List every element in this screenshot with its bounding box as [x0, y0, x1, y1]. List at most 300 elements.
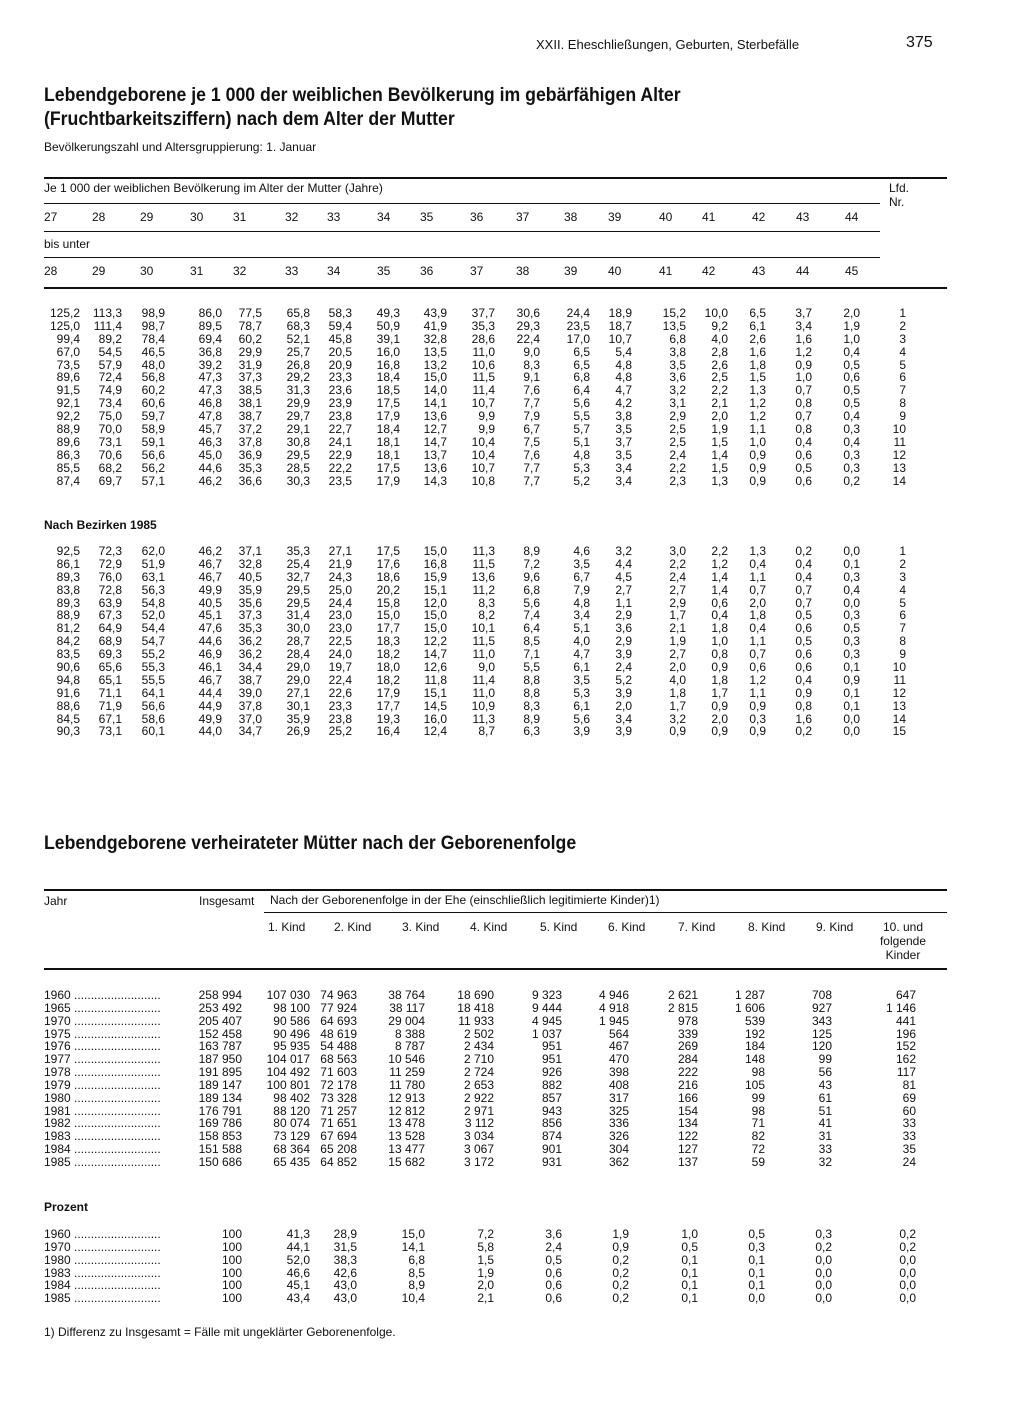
year-cell — [44, 1028, 194, 1041]
table-cell: 46,7 — [198, 672, 222, 687]
table-cell: 15,0 — [399, 1228, 425, 1241]
table-cell: 0,0 — [843, 595, 860, 610]
table-cell: 0,6 — [711, 595, 728, 610]
table-cell: 46,1 — [198, 660, 222, 675]
table-cell: 6,7 — [573, 569, 590, 584]
table-cell: 0,1 — [678, 1254, 698, 1267]
table-cell: 45,8 — [328, 331, 352, 346]
table-row — [0, 989, 1024, 1002]
table-cell: 1,8 — [669, 685, 686, 700]
table-cell: 51,9 — [141, 556, 165, 571]
table-cell: 37,8 — [238, 434, 262, 449]
table-cell: 3,4 — [795, 318, 812, 333]
table-cell: 37,3 — [238, 608, 262, 623]
table-cell: 1 146 — [883, 1002, 916, 1015]
table-cell: 62,0 — [141, 544, 165, 558]
table-cell: 0,4 — [843, 434, 860, 449]
table-cell: 13,2 — [423, 357, 447, 372]
table-cell: 6,5 — [749, 306, 766, 320]
table1-body-a — [0, 307, 1024, 487]
table2-top-rule — [44, 889, 947, 891]
table-cell: 64,1 — [141, 685, 165, 700]
table-cell: 59,4 — [328, 318, 352, 333]
table-cell: 4,0 — [573, 634, 590, 649]
table-cell: 4,6 — [573, 544, 590, 558]
table-cell: 467 — [606, 1040, 629, 1053]
year-cell — [44, 1040, 194, 1053]
table-cell: 0,2 — [896, 1228, 916, 1241]
row-number: 4 — [899, 582, 906, 597]
age-from: 34 — [377, 210, 391, 224]
table-cell: 0,3 — [812, 1228, 832, 1241]
table-cell: 100 — [219, 1254, 242, 1267]
table-cell: 2,0 — [711, 711, 728, 726]
table2-body-percent — [0, 1228, 1024, 1305]
table-cell: 125,2 — [49, 306, 80, 320]
table-row — [0, 1254, 1024, 1267]
table-cell: 0,0 — [812, 1292, 832, 1305]
year-label: 1980 — [44, 1091, 71, 1105]
col-kind-header: 5. Kind — [540, 920, 578, 934]
leader-dots: .......................... — [70, 1104, 161, 1118]
table-cell: 37,1 — [238, 544, 262, 558]
table-cell: 22,6 — [328, 685, 352, 700]
table-cell: 5,1 — [573, 434, 590, 449]
table-cell: 978 — [675, 1015, 698, 1028]
table-cell: 3,8 — [669, 344, 686, 359]
table-cell: 0,4 — [795, 434, 812, 449]
table-cell: 11,4 — [472, 672, 495, 687]
table-cell: 86,3 — [56, 447, 80, 462]
table-cell: 9 323 — [529, 989, 562, 1002]
table-cell: 27,1 — [328, 544, 352, 558]
table-cell: 0,4 — [795, 556, 812, 571]
table-cell: 3 172 — [461, 1156, 494, 1169]
table-cell: 15,0 — [423, 370, 447, 385]
table-cell: 0,6 — [795, 473, 812, 488]
table-cell: 205 407 — [196, 1015, 242, 1028]
table-cell: 41,3 — [284, 1228, 310, 1241]
table-cell: 9,0 — [523, 344, 540, 359]
table-cell: 20,2 — [376, 582, 400, 597]
table-cell: 48,0 — [141, 357, 165, 372]
table-cell: 48 619 — [317, 1028, 357, 1041]
table-cell: 14,1 — [423, 396, 447, 411]
age-from: 40 — [659, 210, 673, 224]
table-cell: 46,6 — [284, 1267, 310, 1280]
table-cell: 0,6 — [795, 660, 812, 675]
age-to: 29 — [92, 264, 106, 278]
table-cell: 72,4 — [98, 370, 122, 385]
table-row — [0, 1292, 1024, 1305]
table-cell: 0,5 — [795, 608, 812, 623]
table-cell: 100 — [219, 1241, 242, 1254]
table-cell: 43,0 — [331, 1279, 357, 1292]
table-cell: 100 — [219, 1292, 242, 1305]
table-cell: 5,6 — [523, 595, 540, 610]
table-cell: 59,1 — [141, 434, 165, 449]
table-cell: 33 — [900, 1117, 916, 1130]
age-to: 44 — [796, 264, 810, 278]
table-cell: 38,7 — [238, 409, 262, 424]
table-cell: 0,7 — [749, 647, 766, 662]
group-rule — [264, 912, 947, 913]
table-cell: 9,9 — [478, 409, 495, 424]
table-cell: 2,9 — [669, 409, 686, 424]
age-to: 32 — [233, 264, 247, 278]
table-cell: 69,4 — [198, 331, 222, 346]
table-cell: 32,8 — [423, 331, 447, 346]
leader-dots: .......................... — [70, 989, 161, 1002]
table-cell: 65,6 — [98, 660, 122, 675]
table-cell: 7,7 — [523, 460, 540, 475]
table-cell: 0,6 — [542, 1279, 562, 1292]
table-cell: 52,1 — [286, 331, 310, 346]
table-cell: 24,1 — [328, 434, 352, 449]
table-cell: 84,2 — [56, 634, 80, 649]
table-cell: 151 588 — [196, 1143, 242, 1156]
leader-dots: .......................... — [70, 1053, 161, 1067]
table-cell: 60,2 — [141, 383, 165, 398]
lfd-nr-header — [889, 181, 909, 209]
table-cell: 1,1 — [749, 569, 766, 584]
table-cell: 73,4 — [98, 396, 122, 411]
table-cell: 78,7 — [238, 318, 262, 333]
table-cell: 2,3 — [669, 473, 686, 488]
table-cell: 28,4 — [286, 647, 310, 662]
table-cell: 2,6 — [749, 331, 766, 346]
table-cell: 67,0 — [56, 344, 80, 359]
year-cell — [44, 1117, 194, 1130]
table-cell: 2 724 — [461, 1066, 494, 1079]
table-cell: 56,6 — [141, 447, 165, 462]
table-cell: 6,4 — [573, 383, 590, 398]
table-cell: 874 — [539, 1130, 562, 1143]
table-cell: 56,8 — [141, 370, 165, 385]
row-number: 12 — [892, 685, 906, 700]
table1-title-line1: Lebendgeborene je 1 000 der weiblichen Bevölkerung im gebärfähigen Alter — [44, 85, 681, 106]
table-cell: 4,8 — [573, 595, 590, 610]
row-number: 7 — [899, 621, 906, 636]
row-number: 9 — [899, 647, 906, 662]
table-cell: 46,7 — [198, 569, 222, 584]
table-cell: 189 147 — [196, 1079, 242, 1092]
table-cell: 78,4 — [141, 331, 165, 346]
year-label: 1983 — [44, 1266, 71, 1280]
table-cell: 8,9 — [523, 544, 540, 558]
table-cell: 326 — [606, 1130, 629, 1143]
table2-body-absolute — [0, 989, 1024, 1169]
table-cell: 1,8 — [711, 621, 728, 636]
table-cell: 0,2 — [609, 1254, 629, 1267]
age-from: 29 — [140, 210, 154, 224]
table-cell: 65,1 — [98, 672, 122, 687]
table-row — [0, 436, 1024, 449]
table-cell: 3,5 — [615, 447, 632, 462]
table-cell: 1,5 — [474, 1254, 494, 1267]
table-cell: 11 780 — [386, 1079, 425, 1092]
table-cell: 88,6 — [56, 698, 80, 713]
table-cell: 0,6 — [843, 370, 860, 385]
table-cell: 18,1 — [376, 434, 400, 449]
table-cell: 46,9 — [198, 647, 222, 662]
table-row — [0, 1241, 1024, 1254]
table-cell: 72,8 — [98, 582, 122, 597]
table-cell: 84,5 — [56, 711, 80, 726]
table-cell: 37,3 — [238, 370, 262, 385]
table-cell: 1,2 — [795, 344, 812, 359]
table-cell: 20,9 — [328, 357, 352, 372]
table-row — [0, 1066, 1024, 1079]
table-cell: 27,1 — [286, 685, 310, 700]
table-cell: 154 — [675, 1105, 698, 1118]
table-cell: 29 004 — [385, 1015, 425, 1028]
table-cell: 5,8 — [474, 1241, 494, 1254]
age-to: 30 — [140, 264, 154, 278]
table-cell: 0,7 — [795, 595, 812, 610]
table-cell: 42,6 — [331, 1267, 357, 1280]
table-cell: 856 — [539, 1117, 562, 1130]
table-cell: 70,6 — [98, 447, 122, 462]
table1-top-rule — [44, 177, 947, 179]
table-cell: 22,4 — [328, 672, 352, 687]
table-cell: 2,4 — [615, 660, 632, 675]
year-cell — [44, 1066, 194, 1079]
table-cell: 12,0 — [423, 595, 447, 610]
table-cell: 6,8 — [573, 370, 590, 385]
table-cell: 2,7 — [615, 582, 632, 597]
table-cell: 0,9 — [749, 473, 766, 488]
table-cell: 0,5 — [745, 1228, 765, 1241]
table-cell: 47,3 — [198, 383, 222, 398]
table-cell: 284 — [675, 1053, 698, 1066]
table-row — [0, 320, 1024, 333]
table-cell: 0,4 — [843, 409, 860, 424]
table-cell: 17,5 — [376, 460, 400, 475]
table-cell: 46,2 — [198, 473, 222, 488]
table-cell: 63,9 — [98, 595, 122, 610]
table-cell: 4,8 — [615, 357, 632, 372]
table-cell: 65 208 — [317, 1143, 357, 1156]
table-cell: 189 134 — [196, 1092, 242, 1105]
table-cell: 12,4 — [423, 724, 447, 739]
table-cell: 1,2 — [749, 409, 766, 424]
col-jahr: Jahr — [44, 894, 68, 908]
row-number: 5 — [899, 357, 906, 372]
table-cell: 441 — [893, 1015, 916, 1028]
age-from: 38 — [564, 210, 578, 224]
table-cell: 46,3 — [198, 434, 222, 449]
row-number: 3 — [899, 569, 906, 584]
table-cell: 111,4 — [93, 318, 122, 333]
leader-dots: .......................... — [70, 1143, 161, 1156]
table-cell: 5,2 — [573, 473, 590, 488]
table-cell: 882 — [539, 1079, 562, 1092]
table-cell: 73,5 — [56, 357, 80, 372]
table-cell: 14,3 — [423, 473, 447, 488]
table-cell: 158 853 — [196, 1130, 242, 1143]
table-cell: 10,0 — [704, 306, 728, 320]
table-cell: 3,4 — [615, 460, 632, 475]
table-cell: 68 563 — [317, 1053, 357, 1066]
row-number: 5 — [899, 595, 906, 610]
table-cell: 317 — [606, 1092, 629, 1105]
table-cell: 8,2 — [478, 608, 495, 623]
table-cell: 0,9 — [749, 447, 766, 462]
table-cell: 1,9 — [843, 318, 860, 333]
table-cell: 33 — [900, 1130, 916, 1143]
table-row — [0, 700, 1024, 713]
row-number: 8 — [899, 634, 906, 649]
table-cell: 1,8 — [749, 357, 766, 372]
table-cell: 148 — [742, 1053, 765, 1066]
leader-dots: .......................... — [70, 1279, 161, 1293]
table-cell: 29,9 — [286, 396, 310, 411]
table-cell: 39,1 — [376, 331, 400, 346]
table-cell: 63,1 — [141, 569, 165, 584]
table-cell: 191 895 — [196, 1066, 242, 1079]
col-kind-header: 8. Kind — [748, 920, 786, 934]
table-cell: 73,1 — [98, 434, 122, 449]
table-cell: 708 — [809, 989, 832, 1002]
table-cell: 0,6 — [542, 1267, 562, 1280]
age-to: 42 — [702, 264, 716, 278]
table-cell: 68 364 — [270, 1143, 310, 1156]
table-cell: 4,0 — [711, 331, 728, 346]
table-cell: 539 — [742, 1015, 765, 1028]
table-cell: 100 — [219, 1279, 242, 1292]
table-cell: 47,8 — [198, 409, 222, 424]
table-cell: 11,2 — [472, 582, 495, 597]
year-label: 1965 — [44, 1001, 71, 1015]
table-cell: 39,0 — [238, 685, 262, 700]
table-cell: 17,5 — [376, 396, 400, 411]
table-cell: 87,4 — [56, 473, 80, 488]
table-row — [0, 307, 1024, 320]
table-cell: 9,6 — [523, 569, 540, 584]
col-kind-header: 7. Kind — [678, 920, 716, 934]
table-cell: 7,6 — [523, 383, 540, 398]
year-label: 1985 — [44, 1155, 71, 1169]
table-cell: 25,2 — [328, 724, 352, 739]
table-cell: 23,3 — [328, 698, 352, 713]
table-cell: 12,7 — [423, 422, 447, 437]
table-cell: 5,3 — [573, 460, 590, 475]
table-cell: 1,3 — [749, 544, 766, 558]
table-cell: 3,6 — [669, 370, 686, 385]
table-cell: 2 653 — [461, 1079, 494, 1092]
table-cell: 22,4 — [516, 331, 540, 346]
table-cell: 81 — [900, 1079, 916, 1092]
year-label: 1982 — [44, 1117, 71, 1131]
table-cell: 7,5 — [523, 434, 540, 449]
table-cell: 137 — [675, 1156, 698, 1169]
table-cell: 68,2 — [98, 460, 122, 475]
table-cell: 4,5 — [615, 569, 632, 584]
table-cell: 11,5 — [472, 370, 495, 385]
table-cell: 18,2 — [376, 647, 400, 662]
table-cell: 0,7 — [795, 582, 812, 597]
table-cell: 17,5 — [376, 544, 400, 558]
year-label: 1976 — [44, 1040, 71, 1054]
col-10-und-folgende — [874, 920, 932, 962]
table-cell: 1,3 — [711, 473, 728, 488]
table-cell: 20,5 — [328, 344, 352, 359]
table-cell: 74 963 — [317, 989, 357, 1002]
table1-caption: Je 1 000 der weiblichen Bevölkerung im Alter der Mutter (Jahre) — [44, 181, 383, 195]
table-cell: 44,0 — [198, 724, 222, 739]
table-cell: 1,0 — [678, 1228, 698, 1241]
table-cell: 647 — [893, 989, 916, 1002]
table-cell: 951 — [539, 1053, 562, 1066]
age-to: 28 — [44, 264, 58, 278]
table-cell: 99 — [749, 1092, 765, 1105]
table-cell: 98 — [749, 1105, 765, 1118]
table-cell: 23,5 — [566, 318, 590, 333]
table-cell: 0,5 — [843, 383, 860, 398]
table-cell: 2,1 — [474, 1292, 494, 1305]
table-cell: 23,8 — [328, 409, 352, 424]
table-cell: 69,7 — [98, 473, 122, 488]
table-cell: 73 129 — [270, 1130, 310, 1143]
table-cell: 216 — [675, 1079, 698, 1092]
table-cell: 34,7 — [238, 724, 262, 739]
leader-dots: .......................... — [70, 1001, 161, 1015]
table-row — [0, 1015, 1024, 1028]
age-to: 34 — [327, 264, 341, 278]
table-cell: 30,3 — [286, 473, 310, 488]
table-cell: 13,7 — [423, 447, 447, 462]
table-cell: 2,0 — [474, 1279, 494, 1292]
table-cell: 11,3 — [472, 711, 495, 726]
table-cell: 931 — [539, 1156, 562, 1169]
table-cell: 8,5 — [405, 1267, 425, 1280]
table-cell: 32,7 — [286, 569, 310, 584]
table-cell: 25,7 — [286, 344, 310, 359]
table-cell: 12 812 — [385, 1105, 425, 1118]
year-label: 1984 — [44, 1143, 71, 1156]
table-cell: 18,6 — [376, 569, 400, 584]
section-prozent: Prozent — [44, 1200, 89, 1214]
year-label: 1970 — [44, 1240, 71, 1254]
table-cell: 1,8 — [711, 672, 728, 687]
table-cell: 90 586 — [270, 1015, 310, 1028]
table-cell: 55,5 — [141, 672, 165, 687]
table-cell: 7,9 — [523, 409, 540, 424]
table-cell: 0,2 — [812, 1241, 832, 1254]
table-cell: 17,7 — [376, 698, 400, 713]
year-cell — [44, 1105, 194, 1118]
table-cell: 0,1 — [843, 556, 860, 571]
table-cell: 0,9 — [711, 724, 728, 739]
table-cell: 6,8 — [669, 331, 686, 346]
table-cell: 2 922 — [461, 1092, 494, 1105]
table-cell: 162 — [893, 1053, 916, 1066]
table-cell: 9 444 — [529, 1002, 562, 1015]
table-cell: 98 100 — [270, 1002, 310, 1015]
table-cell: 3,6 — [615, 621, 632, 636]
table-cell: 10,7 — [471, 460, 495, 475]
table-cell: 21,9 — [328, 556, 352, 571]
table-cell: 0,7 — [795, 409, 812, 424]
table-cell: 6,1 — [573, 698, 590, 713]
table-cell: 56,6 — [141, 698, 165, 713]
table-cell: 6,3 — [523, 724, 540, 739]
leader-dots: .......................... — [70, 1292, 161, 1306]
table-cell: 72,3 — [98, 544, 122, 558]
table-cell: 0,3 — [843, 634, 860, 649]
table-cell: 0,6 — [542, 1292, 562, 1305]
